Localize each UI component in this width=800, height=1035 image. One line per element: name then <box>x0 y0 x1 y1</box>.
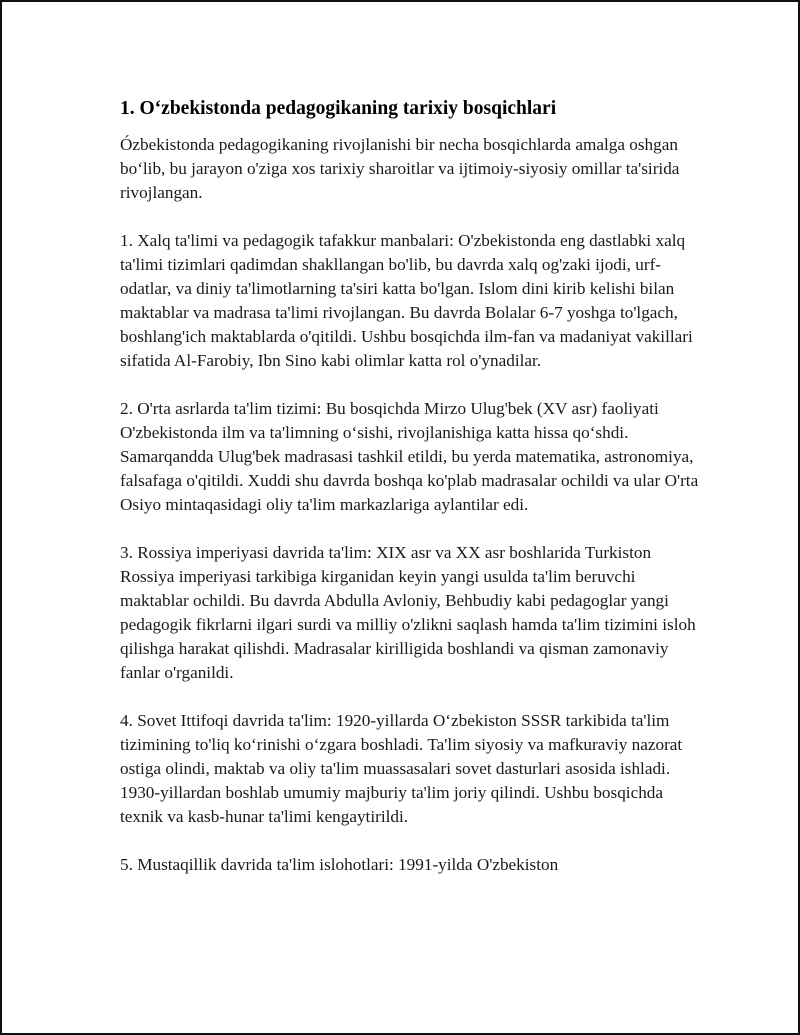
paragraph-russian-empire: 3. Rossiya imperiyasi davrida ta'lim: XIX asr va XX asr boshlarida Turkiston Rossiya imperiyasi tarkibiga kirganidan keyin yangi usulda ta'lim beruvchi maktablar ochildi. Bu davrda Abdulla Avloniy, Behbudiy kabi pedagoglar yangi pedagogik fikrlarni ilgari surdi va milliy o'zlikni saqlash hamda ta'lim tizimini isloh qilishga harakat qilishdi. Madrasalar kirilligida boshlandi va qisman zamonaviy fanlar o'rganildi. <box>120 543 696 682</box>
intro-paragraph: Ózbekistonda pedagogikaning rivojlanishi bir necha bosqichlarda amalga oshgan bo‘lib, bu jarayon o'ziga xos tarixiy sharoitlar va ijtimoiy-siyosiy omillar ta'sirida rivojlangan. <box>120 135 680 202</box>
paragraph-soviet-period: 4. Sovet Ittifoqi davrida ta'lim: 1920-yillarda O‘zbekiston SSSR tarkibida ta'lim tizimining to'liq ko‘rinishi o‘zgara boshladi. Ta'lim siyosiy va mafkuraviy nazorat ostiga olindi, maktab va oliy ta'lim muassasalari sovet dasturlari asosida ishladi. 1930-yillardan boshlab umumiy majburiy ta'lim joriy qilindi. Ushbu bosqichda texnik va kasb-hunar ta'limi kengaytirildi. <box>120 711 683 826</box>
section-heading: 1. O‘zbekistonda pedagogikaning tarixiy bosqichlari <box>120 98 557 119</box>
paragraph-middle-ages: 2. O'rta asrlarda ta'lim tizimi: Bu bosqichda Mirzo Ulug'bek (XV asr) faoliyati O'zbekistonda ilm va ta'limning o‘sishi, rivojlanishiga katta hissa qo‘shdi. Samarqandda Ulug'bek madrasasi tashkil etildi, bu yerda matematika, astronomiya, falsafaga o'qitildi. Xuddi shu davrda boshqa ko'plab madrasalar ochildi va ular O'rta Osiyo mintaqasidagi oliy ta'lim markazlariga aylantilar edi. <box>120 399 699 514</box>
paragraph-independence: 5. Mustaqillik davrida ta'lim islohotlari: 1991-yilda O'zbekiston <box>120 855 559 874</box>
document-body <box>120 97 700 901</box>
paragraph-folk-education: 1. Xalq ta'limi va pedagogik tafakkur manbalari: O'zbekistonda eng dastlabki xalq ta'limi tizimlari qadimdan shakllangan bo'lib, bu davrda xalq og'zaki ijodi, urf-odatlar, va diniy ta'limotlarning ta'siri katta bo'lgan. Islom dini kirib kelishi bilan maktablar va madrasa ta'limi rivojlangan. Bu davrda Bolalar 6-7 yoshga to'lgach, boshlang'ich maktablarda o'qitildi. Ushbu bosqichda ilm-fan va madaniyat vakillari sifatida Al-Farobiy, Ibn Sino kabi olimlar katta rol o'ynadilar. <box>120 231 693 370</box>
